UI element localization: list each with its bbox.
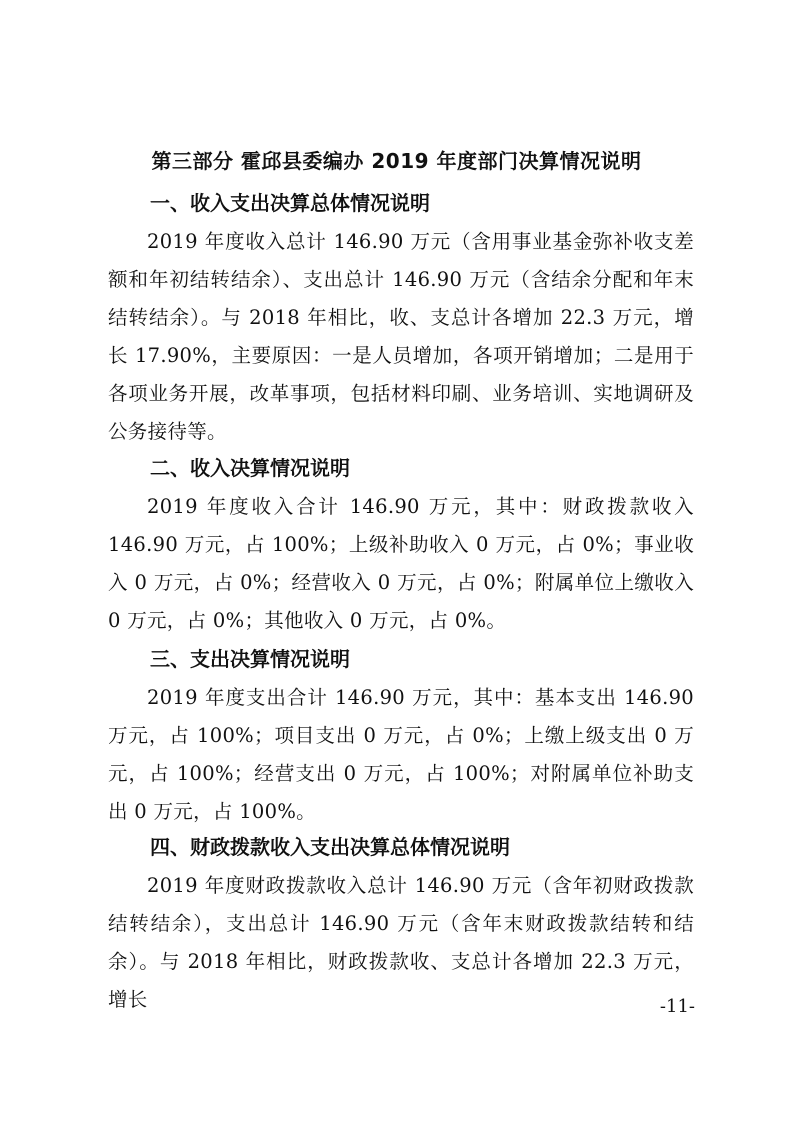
section-heading-1: 一、收入支出决算总体情况说明: [150, 191, 430, 215]
section-heading-3: 三、支出决算情况说明: [150, 647, 350, 671]
section-paragraph-3: 2019 年度支出合计 146.90 万元，其中：基本支出 146.90 万元，占 100%；项目支出 0 万元，占 0%；上缴上级支出 0 万元，占 100%；经营支出 0 万元，占 100%；对附属单位补助支出 0 万元，占 100%。: [108, 686, 694, 823]
section-paragraph-1: 2019 年度收入总计 146.90 万元（含用事业基金弥补收支差额和年初结转结余）、支出总计 146.90 万元（含结余分配和年末结转结余）。与 2018 年相比，收、支总计各增加 22.3 万元，增长 17.90%，主要原因：一是人员增加，各项开销增加；二是用于各项业务开展，改革事项，包括材料印刷、业务培训、实地调研及公务接待等。: [108, 230, 694, 443]
page-number: -11-: [659, 996, 695, 1017]
section-heading-4: 四、财政拨款收入支出决算总体情况说明: [150, 835, 510, 859]
section-paragraph-4: 2019 年度财政拨款收入总计 146.90 万元（含年初财政拨款结转结余），支出总计 146.90 万元（含年末财政拨款结转和结余）。与 2018 年相比，财政拨款收、支总计各增加 22.3 万元，增长: [108, 874, 694, 1011]
page-title: 第三部分 霍邱县委编办 2019 年度部门决算情况说明: [151, 149, 642, 173]
section-paragraph-2: 2019 年度收入合计 146.90 万元，其中：财政拨款收入 146.90 万元，占 100%；上级补助收入 0 万元，占 0%；事业收入 0 万元，占 0%；经营收入 0 万元，占 0%；附属单位上缴收入 0 万元，占 0%；其他收入 0 万元，占 0%。: [108, 495, 694, 632]
section-heading-2: 二、收入决算情况说明: [150, 456, 350, 480]
